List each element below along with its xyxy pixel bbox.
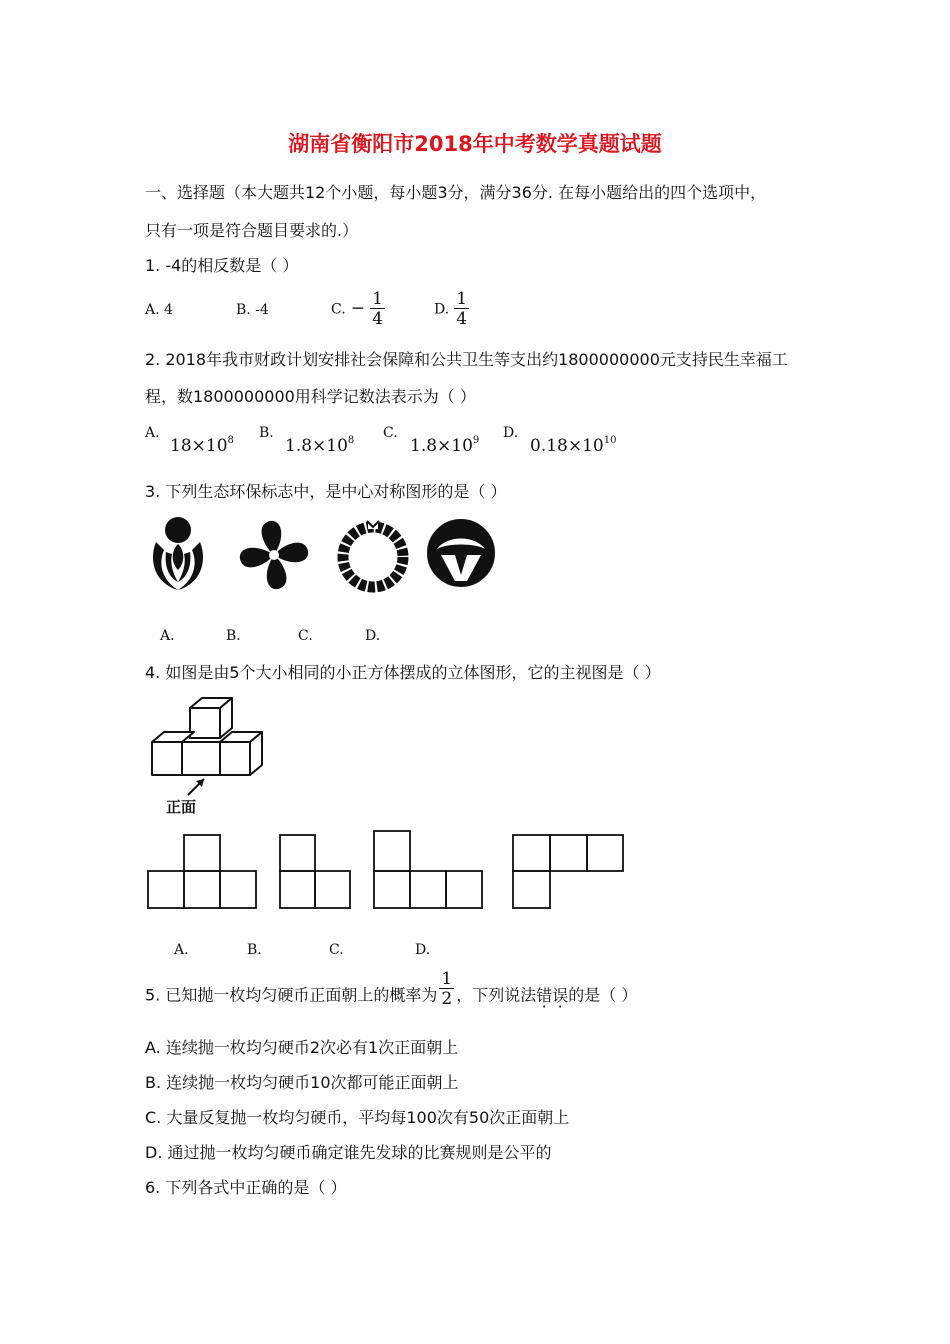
q5-stem-pre: 5. 已知抛一枚均匀硬币正面朝上的概率为 [145,985,438,1005]
sci-exponent: 8 [227,435,234,446]
q2-stem-line1: 2. 2018年我市财政计划安排社会保障和公共卫生等支出约1800000000元支持民生幸福工 [145,350,788,369]
q5-option-b: B. 连续抛一枚均匀硬币10次都可能正面朝上 [145,1073,459,1092]
q4-front-view-options [147,834,627,910]
q2-stem-line2: 程，数1800000000用科学记数法表示为（ ） [145,387,476,406]
sci-base: 1.8×10 [410,436,473,456]
q3-option-d: D. [365,628,381,644]
fraction-numerator: 1 [441,969,453,989]
q2-option-b-value [285,435,354,456]
q1-option-c [331,290,385,328]
fraction-numerator: 1 [372,289,383,309]
q2-option-c-value [410,435,479,456]
q4-stem: 4. 如图是由5个大小相同的小正方体摆成的立体图形，它的主视图是（ ） [145,663,661,682]
sci-exponent: 10 [603,435,617,446]
section-heading-line1: 一、选择题（本大题共12个小题，每小题3分，满分36分. 在每小题给出的四个选项中， [145,183,767,202]
q2-option-c-label: C. [383,425,398,441]
q1-option-b: B. -4 [236,302,269,318]
q2-option-a-label: A. [145,425,160,441]
q4-option-b: B. [247,942,262,958]
q2-option-a-value [170,435,234,456]
q3-option-a: A. [160,628,175,644]
q5-option-a: A. 连续抛一枚均匀硬币2次必有1次正面朝上 [145,1038,459,1057]
q5-stem-post-a: ，下列说法 [456,985,537,1005]
eco-logo-emblem-icon [427,517,495,589]
q1-option-d [434,290,469,328]
section-heading-line2: 只有一项是符合题目要求的.） [145,221,359,240]
q5-emphasis-char-1: 错 [536,985,553,1005]
q1-option-a: A. 4 [145,302,173,318]
sci-exponent: 8 [347,435,355,446]
sci-exponent: 9 [472,435,480,446]
eco-logo-wreath-icon [335,515,411,595]
q1-option-c-sign: − [350,298,366,319]
q2-option-b-label: B. [259,425,274,441]
q4-option-d: D. [415,942,431,958]
page-title: 湖南省衡阳市2018年中考数学真题试题 [288,132,662,156]
q4-option-d-shape [513,835,623,908]
q4-option-a-shape [148,835,256,908]
q5-fraction [439,970,454,1008]
q3-option-b: B. [226,628,241,644]
sci-base: 1.8×10 [285,436,348,456]
q2-option-d-value [530,435,616,456]
sci-base: 0.18×10 [530,436,604,456]
q1-option-d-label: D. [434,301,450,318]
q5-option-c: C. 大量反复抛一枚均匀硬币，平均每100次有50次正面朝上 [145,1108,570,1127]
q4-option-c-shape [374,831,482,908]
q1-stem: 1. -4的相反数是（ ） [145,256,299,275]
q1-option-d-fraction [454,290,469,328]
fraction-denominator: 2 [441,989,453,1009]
q3-option-c: C. [298,628,313,644]
fraction-denominator: 4 [372,309,383,329]
q5-emphasis-char-2: 误 [552,985,569,1005]
q4-option-c: C. [329,942,344,958]
q5-stem [145,969,638,1009]
q1-option-c-fraction [370,290,385,328]
q5-stem-post-b: 的是（ ） [568,985,638,1005]
q4-option-a: A. [174,942,189,958]
fraction-numerator: 1 [456,289,468,309]
q5-option-d: D. 通过抛一枚均匀硬币确定谁先发球的比赛规则是公平的 [145,1143,552,1162]
q1-option-c-label: C. [331,301,346,318]
q6-stem: 6. 下列各式中正确的是（ ） [145,1178,347,1197]
front-view-label: 正面 [166,798,197,816]
q2-option-d-label: D. [503,425,519,441]
eco-logo-clover-icon [236,517,312,593]
q4-option-b-shape [280,835,350,908]
sci-base: 18×10 [170,436,228,456]
q3-stem: 3. 下列生态环保标志中，是中心对称图形的是（ ） [145,482,507,501]
fraction-denominator: 4 [456,309,468,329]
eco-logo-flame-icon [148,512,208,594]
